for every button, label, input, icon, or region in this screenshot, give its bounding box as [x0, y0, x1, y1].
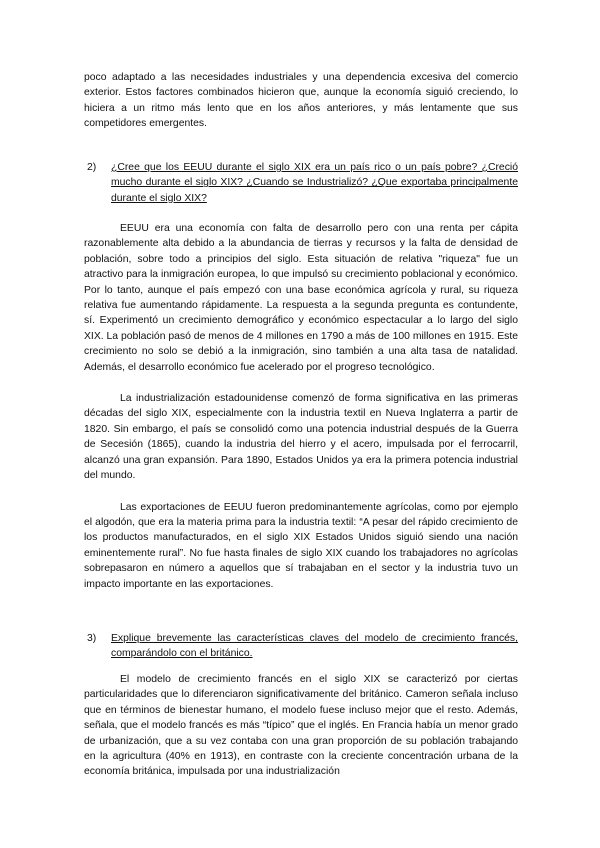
answer-3-paragraph-1: El modelo de crecimiento francés en el siglo XIX se caracterizó por ciertas particularidades que lo diferenciaron significativamente del británico. Cameron señala incluso que en términos de bienestar humano, el modelo fuese incluso mejor que el resto. Además, señala, que el modelo francés es más “típico” que el inglés. En Francia había un menor grado de urbanización, que a su vez contaba con una gran proporción de su población trabajando en la agricultura (40% en 1913), en contraste con la creciente concentración urbana de la economía británica, impulsada por una industrialización — [84, 674, 518, 778]
answer-2 — [84, 221, 518, 592]
answer-2-paragraph-3: Las exportaciones de EEUU fueron predominantemente agrícolas, como por ejemplo el algodón, que era la materia prima para la industria textil: “A pesar del rápido crecimiento de los productos manufacturados, en el siglo XIX Estados Unidos siguió siendo una nación eminentemente rural”. No fue hasta finales de siglo XIX cuando los trabajadores no agrícolas sobrepasaron en número a aquellos que sí trabajaban en el sector y la industria tuvo un impacto importante en las exportaciones. — [84, 501, 518, 590]
answer-2-paragraph-1: EEUU era una economía con falta de desarrollo pero con una renta per cápita razonablemente alta debido a la abundancia de tierras y recursos y la falta de densidad de población, sobre todo a principios del siglo. Esta situación de relativa "riqueza" fue un atractivo para la inmigración europea, lo que impulsó su crecimiento poblacional y económico. Por lo tanto, aunque el país empezó con una base económica agrícola y rural, su riqueza relativa fue aumentando rápidamente. La respuesta a la segunda pregunta es contundente, sí. Experimentó un crecimiento demográfico y económico espectacular a lo largo del siglo XIX. La población pasó de menos de 4 millones en 1790 a más de 100 millones en 1915. Este crecimiento no solo se debió a la inmigración, sino también a una alta tasa de natalidad. Además, el desarrollo económico fue acelerado por el progreso tecnológico. — [84, 223, 518, 373]
intro-paragraph: poco adaptado a las necesidades industriales y una dependencia excesiva del comercio exterior. Estos factores combinados hicieron que, aunque la economía siguió creciendo, lo hiciera a un ritmo más lento que en los años anteriores, y más lentamente que sus competidores emergentes. — [84, 72, 518, 130]
answer-2-paragraph-2: La industrialización estadounidense comenzó de forma significativa en las primeras décadas del siglo XIX, especialmente con la industria textil en Nueva Inglaterra a partir de 1820. Sin embargo, el país se consolidó como una potencia industrial después de la Guerra de Secesión (1865), cuando la industria del hierro y el acero, impulsada por el ferrocarril, alcanzó una gran expansión. Para 1890, Estados Unidos ya era la primera potencia industrial del mundo. — [84, 393, 518, 482]
question-2-number: 2) — [87, 162, 97, 173]
question-3-number: 3) — [87, 633, 97, 644]
question-2-heading: ¿Cree que los EEUU durante el siglo XIX era un país rico o un país pobre? ¿Creció mucho durante el siglo XIX? ¿Cuando se Industrializó? ¿Que exportaba principalmente durante el siglo XIX? — [111, 162, 518, 204]
answer-3 — [84, 672, 518, 780]
question-3-heading: Explique brevemente las características claves del modelo de crecimiento francés, comparándolo con el británico. — [111, 633, 518, 660]
